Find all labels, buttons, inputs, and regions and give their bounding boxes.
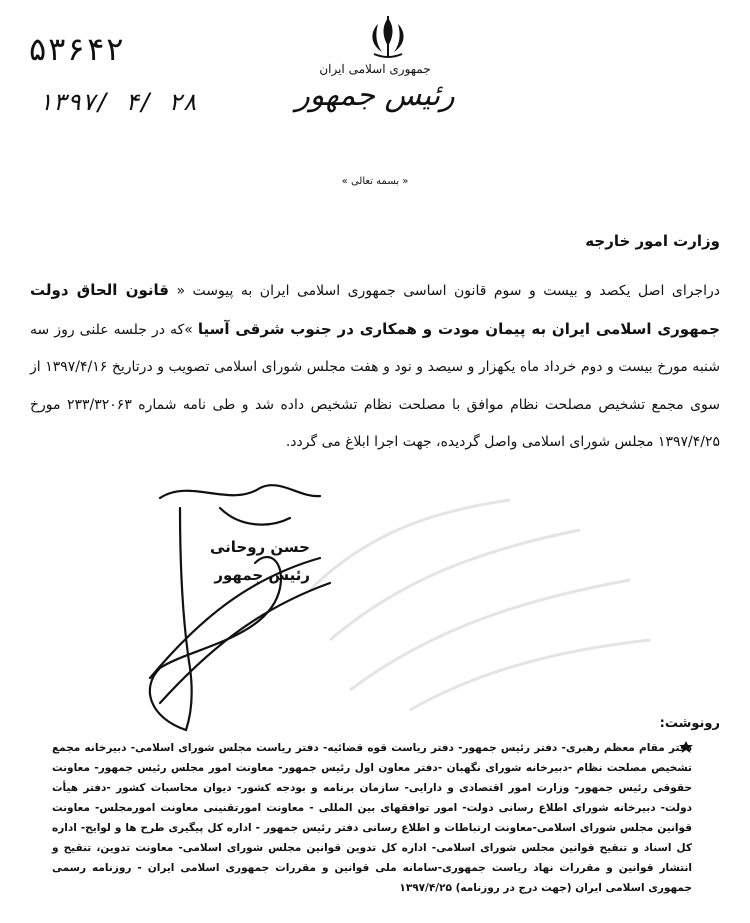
cc-recipient-list: دفتر مقام معظم رهبری- دفتر رئیس جمهور- دفتر ریاست قوه قضائیه- دفتر ریاست مجلس شورای اسلامی- دبیرخانه مجمع تشخیص مصلحت نظام -دبیرخانه شورای نگهبان -دفتر معاون اول رئیس جمهور- معاونت امور مجلس رئیس جمهور- معاونت حقوقی رئیس جمهور- وزارت امور اقتصادی و دارایی- سازمان برنامه و بودجه کشور- دیوان محاسبات کشور -دفتر هیأت دولت- دبیرخانه شورای اطلاع رسانی دولت- امور توافقهای بین المللی - معاونت امورتقنینی معاونت امورمجلس- معاونت قوانین مجلس شورای اسلامی-معاونت ارتباطات و اطلاع رسانی دفتر رئیس جمهور - اداره کل پیگیری طرح ها و لوایح- اداره کل اسناد و تنقیح قوانین مجلس شورای اسلامی- اداره کل تدوین قوانین مجلس شورای اسلامی- معاونت تدوین، تنقیح و انتشار قوانین و مقررات نهاد ریاست جمهوری-سامانه ملی قوانین و مقررات جمهوری اسلامی ایران - روزنامه رسمی جمهوری اسلامی ایران (جهت درج در روزنامه) ۱۳۹۷/۴/۲۵ [52, 742, 692, 894]
watermark-stamp [290, 470, 670, 730]
document-date: ۱۳۹۷/ ۴/ ۲۸ [38, 88, 197, 116]
basmala: « بسمه تعالی » [341, 176, 409, 187]
document-number: ۵۳۶۴۲ [28, 30, 125, 68]
addressee: وزارت امور خارجه [585, 232, 720, 250]
body-part-2: »که در جلسه علنی روز سه شنبه مورخ بیست و دوم خرداد ماه یکهزار و سیصد و نود و هفت مجلس شورای اسلامی تصویب و درتاریخ ۱۳۹۷/۴/۱۶ از سوی مجمع تشخیص مصلحت نظام موافق با مصلحت نظام تشخیص داده شد و طی نامه شماره ۲۳۳/۳۲۰۶۳ مورخ ۱۳۹۷/۴/۲۵ مجلس شورای اسلامی واصل گردیده، جهت اجرا ابلاغ می گردد. [30, 321, 720, 450]
letter-body [30, 272, 720, 462]
iran-emblem-icon [360, 14, 416, 62]
body-part-1: دراجرای اصل یکصد و بیست و سوم قانون اساسی جمهوری اسلامی ایران به پیوست « [169, 283, 720, 299]
republic-line: جمهوری اسلامی ایران [319, 62, 431, 76]
signature-scribble-icon [120, 468, 340, 738]
president-letterhead-title: رئیس جمهور [295, 78, 455, 113]
signer-name: حسن روحانی [209, 538, 310, 556]
signer-title: رئیس جمهور [214, 566, 310, 584]
cc-heading: رونوشت: [659, 716, 720, 731]
law-name: قانون الحاق دولت جمهوری اسلامی ایران به پیمان مودت و همکاری در جنوب شرقی آسیا [30, 281, 720, 338]
